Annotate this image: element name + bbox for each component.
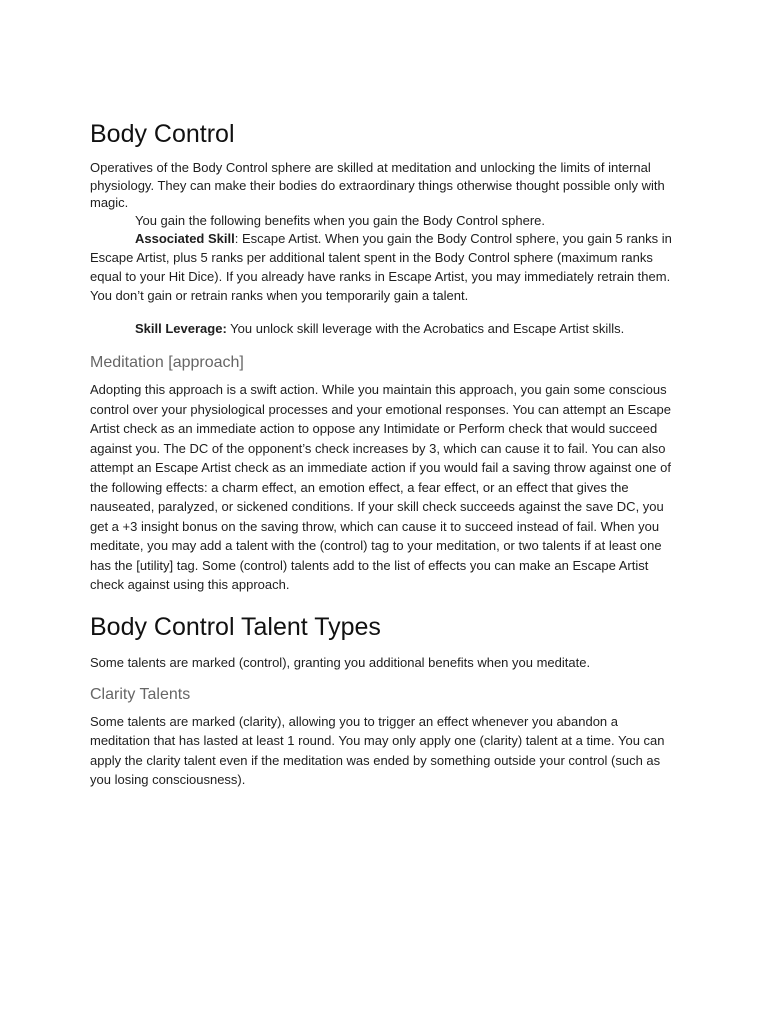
page-title: Body Control [90, 120, 235, 148]
talent-types-heading: Body Control Talent Types [90, 612, 381, 641]
skill-leverage-label: Skill Leverage: [135, 321, 227, 336]
associated-skill-text: : Escape Artist. When you gain the Body Control sphere, you gain 5 ranks in Escape Artist, plus 5 ranks per additional talent spent in the Body Control sphere (maximum ranks equal to your Hit Dice). If you already have ranks in Escape Artist, you may immediately retrain them. You don’t gain or retrain ranks when you temporarily gain a talent. [90, 231, 672, 303]
intro-paragraph: Operatives of the Body Control sphere are skilled at meditation and unlocking the limits of internal physiology. They can make their bodies do extraordinary things otherwise thought possible only with magic. [90, 160, 665, 210]
meditation-heading: Meditation [approach] [90, 354, 244, 371]
clarity-heading: Clarity Talents [90, 685, 191, 703]
talent-types-paragraph: Some talents are marked (control), granting you additional benefits when you meditate. [90, 654, 591, 670]
associated-skill-label: Associated Skill [135, 231, 235, 246]
clarity-paragraph: Some talents are marked (clarity), allowing you to trigger an effect whenever you abandon a meditation that has lasted at least 1 round. You may only apply one (clarity) talent at a time. You can apply the clarity talent even if the meditation was ended by something outside your control (such as you losing consciousness). [90, 713, 665, 787]
benefits-paragraph: You gain the following benefits when you gain the Body Control sphere. [135, 212, 546, 228]
associated-skill-paragraph [90, 229, 680, 305]
skill-leverage-paragraph [90, 319, 680, 338]
document-body [90, 116, 680, 790]
meditation-paragraph: Adopting this approach is a swift action. While you maintain this approach, you gain some conscious control over your physiological processes and your emotional responses. You can attempt an Escape Artist check as an immediate action to oppose any Intimidate or Perform check that would succeed against you. The DC of the opponent’s check increases by 3, which can cause it to fail. You can also attempt an Escape Artist check as an immediate action if you would fail a saving throw against one of the following effects: a charm effect, an emotion effect, a fear effect, or an effect that gives the nauseated, paralyzed, or sickened conditions. If your skill check succeeds against the save DC, you get a +3 insight bonus on the saving throw, which can cause it to succeed instead of fail. When you meditate, you may add a talent with the (control) tag to your meditation, or two talents if at least one has the [utility] tag. Some (control) talents add to the list of effects you can make an Escape Artist check against using this approach. [90, 382, 672, 592]
skill-leverage-text: You unlock skill leverage with the Acrobatics and Escape Artist skills. [226, 321, 625, 336]
